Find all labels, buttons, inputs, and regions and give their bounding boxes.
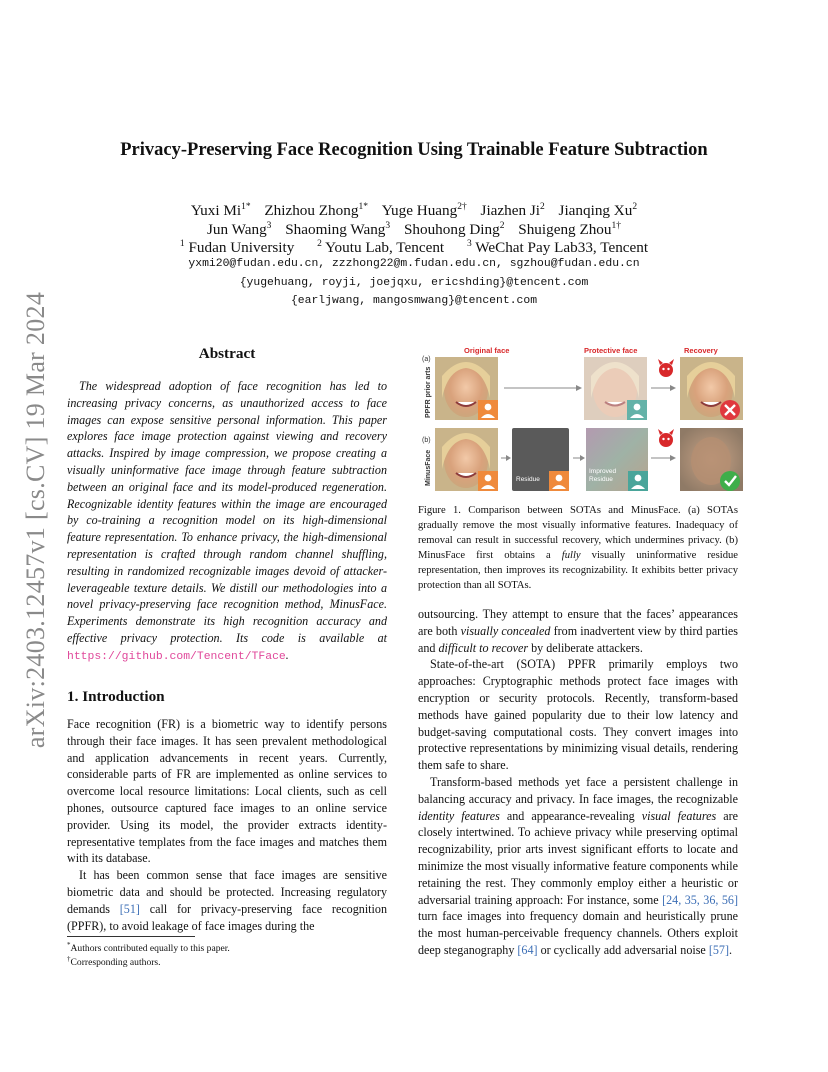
arxiv-identifier-stamp — [12, 285, 60, 755]
abstract-body — [67, 378, 387, 666]
author: Yuge Huang$^{2\dagger}$ — [381, 202, 467, 220]
figure-1 — [418, 340, 748, 498]
devil-icon — [658, 359, 674, 377]
header-original-face: Original face — [464, 346, 510, 355]
author: Shaoming Wang$^3$ — [285, 221, 391, 239]
author: Jiazhen Ji$^2$ — [480, 202, 545, 220]
devil-icon — [658, 429, 674, 447]
citation-link[interactable]: [64] — [517, 942, 538, 957]
abstract-text: The widespread adoption of face recognition has led to increasing privacy concerns, as unauthorized access to face images can expose sensitive personal information. This paper explores face image protection against viewing and recovery attacks. Inspired by image compression, we propose creating a visually uninformative face image through feature subtraction between an original face and its model-produced regeneration. Recognizable identity features within the image are encouraged by co-training a recognition model on its high-dimensional feature representation. To enhance privacy, the high-dimensional representation is crafted through random channel shuffling, resulting in randomized recognizable images devoid of attacker-leverageable texture details. We distill our methodologies into a novel privacy-preserving face recognition method, MinusFace. Experiments demonstrate its high recognition accuracy and effective privacy protection. Its code is available at https://github.com/Tencent/TFace. — [67, 379, 387, 663]
affiliation: $^2$ Youtu Lab, Tencent — [317, 239, 445, 257]
abstract-heading: Abstract — [198, 345, 256, 362]
email-line-2: {yugehuang, royji, joejqxu, ericshding}@tencent.com — [239, 277, 589, 289]
footnote-corresponding: †Corresponding authors. — [67, 955, 161, 969]
code-link[interactable]: https://github.com/Tencent/TFace — [67, 650, 286, 663]
figure-1-illustration — [418, 340, 748, 498]
recovered-face-a — [680, 357, 743, 420]
original-face-b — [435, 428, 498, 491]
footnote-equal-contribution: *Authors contributed equally to this paper. — [67, 941, 230, 955]
affiliations — [60, 234, 768, 258]
introduction-section — [67, 688, 387, 934]
row-b-side-label: MinusFace — [425, 449, 432, 486]
citation-link[interactable]: [24, 35, 36, 56] — [662, 892, 738, 907]
intro-paragraph-1: Face recognition (FR) is a biometric way to identify persons through their face images. It has seen prevalent methodological and application advancements in recent years. Currently, considerable parts of FR are implemented as online services to overcome local resource limitations: Local clients, such as cell phones, outsource captured face images to an online service provider. Using its model, the provider extracts identity-representative templates from the face images and matches them with its database. — [67, 717, 387, 866]
original-face-a — [435, 357, 498, 420]
author: Yuxi $Mi^{1*}$ — [190, 202, 251, 220]
author: Shouhong Ding$^2$ — [403, 221, 505, 239]
header-protective-face: Protective face — [584, 346, 638, 355]
residue-image — [512, 428, 569, 491]
arxiv-id-text: arXiv:2403.12457v1 [cs.CV] 19 Mar 2024 — [21, 291, 50, 749]
email-line-1: yxmi20@fudan.edu.cn, zzzhong22@m.fudan.edu.cn, sgzhou@fudan.edu.cn — [188, 258, 640, 270]
author: Zhizhou Zhong$^{1*}$ — [264, 202, 368, 220]
paper-title: Privacy-Preserving Face Recognition Using Trainable Feature Subtraction — [120, 140, 708, 160]
citation-link[interactable]: [57] — [708, 942, 729, 957]
intro-paragraph-2: It has been common sense that face images are sensitive biometric data and should be protected. Increasing regulatory demands [51] call for privacy-preserving face recognition (PPFR), to avoid leakage of face images during the — [67, 868, 387, 933]
row-b-label: (b) — [422, 437, 431, 444]
right-paragraph-2: State-of-the-art (SOTA) PPFR primarily employs two approaches: Cryptographic methods protect face images with encryption or security protocols. Recently, transform-based methods have gained popularity due to their low latency and budget-saving computational costs. They convert images into protective representations by minimizing visual details, rendering them safe to share. — [418, 657, 738, 773]
introduction-heading: 1. Introduction — [67, 688, 165, 705]
improved-residue-image — [586, 428, 648, 491]
affiliation: $^3$ WeChat Pay Lab33, Tencent — [466, 239, 649, 257]
email-line-3: {earljwang, mangosmwang}@tencent.com — [290, 295, 538, 307]
affiliation: $^1$ Fudan University — [179, 239, 295, 257]
right-column-body — [418, 606, 738, 959]
footnote-divider — [67, 936, 195, 937]
citation-link[interactable]: [51] — [119, 901, 140, 916]
residue-label: Residue — [516, 476, 540, 483]
right-paragraph-3: Transform-based methods yet face a persistent challenge in balancing accuracy and privacy. In face images, the recognizable identity features and appearance-revealing visual features are closely intertwined. To achieve privacy while preserving optimal recognizability, prior arts invest significant efforts to locate and minimize the most visually informative feature components while retaining the rest. They commonly employ either a heuristic or adversarial training approach: For instance, some [24, 35, 36, 56] turn face images into frequency domain and heuristically prune the most human-perceivable frequency channels. Others exploit deep steganography [64] or cyclically add adversarial noise [57]. — [418, 774, 738, 957]
author: Jun Wang$^3$ — [207, 221, 272, 239]
improved-label-2: Residue — [589, 476, 613, 483]
header-recovery: Recovery — [684, 346, 718, 355]
author: Jianqing Xu$^2$ — [558, 202, 638, 220]
improved-label-1: Improved — [589, 468, 617, 475]
figure-1-caption: Figure 1. Comparison between SOTAs and MinusFace. (a) SOTAs gradually remove the most visually informative features. Inadequacy of removal can result in successful recovery, which undermines privacy. (b) MinusFace first obtains a fully visually uninformative residue representation, then improves its recognizability. It exhibits better privacy protection than all SOTAs. — [418, 505, 738, 591]
recovered-face-b — [680, 428, 743, 491]
protective-face-a — [584, 357, 647, 420]
right-paragraph-1: outsourcing. They attempt to ensure that the faces’ appearances are both visually concealed from inadvertent view by third parties and difficult to recover by deliberate attackers. — [418, 607, 739, 655]
success-icon — [720, 471, 740, 491]
row-a-label: (a) — [422, 356, 431, 363]
author: Shuigeng Zhou$^{1\dagger}$ — [518, 221, 621, 239]
row-a-side-label: PPFR prior arts — [425, 366, 432, 418]
